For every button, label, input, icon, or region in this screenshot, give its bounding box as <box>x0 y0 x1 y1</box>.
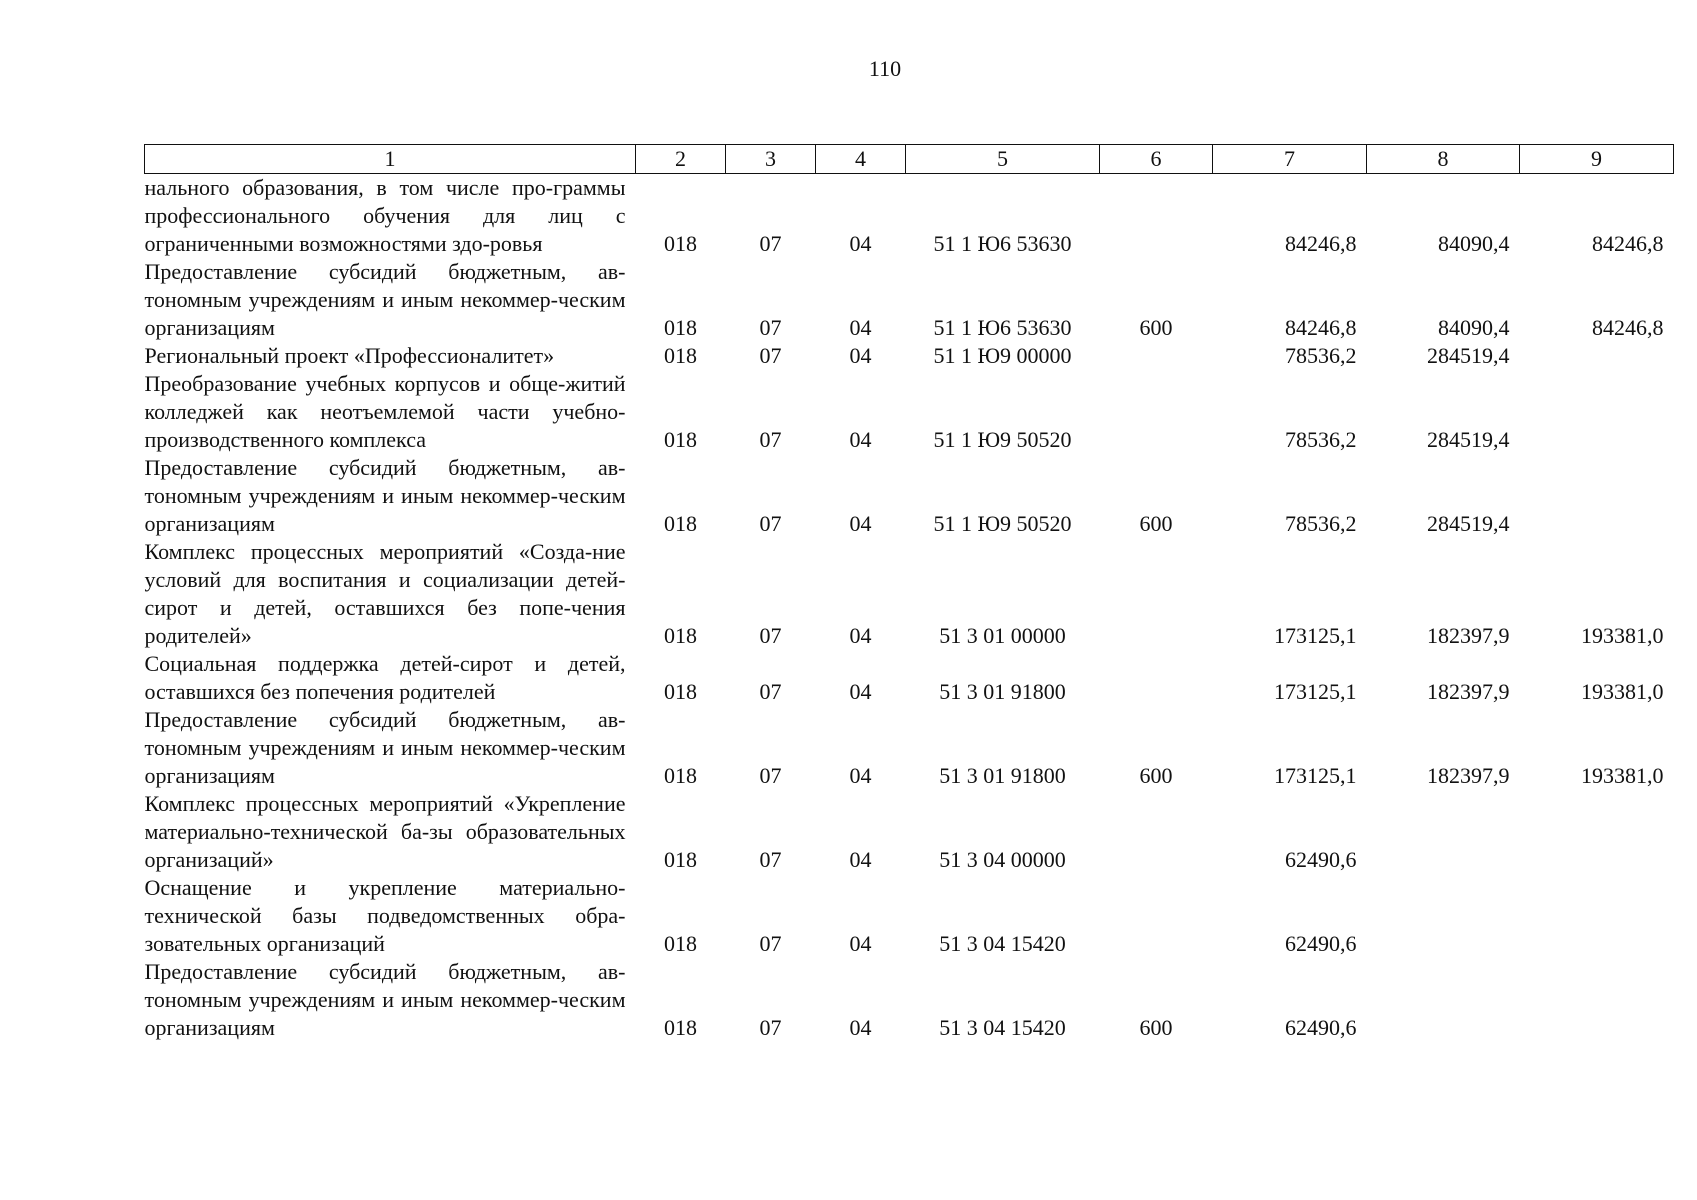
row-name-cell: Региональный проект «Профессионалитет» <box>144 343 555 368</box>
expense-type-cell: 600 <box>1139 511 1173 536</box>
amount-year3-cell <box>1520 370 1674 454</box>
section-code-cell: 07 <box>759 511 782 536</box>
grbs-code-cell: 018 <box>664 343 697 368</box>
section-code-cell: 07 <box>759 931 782 956</box>
expense-type-cell <box>1100 342 1213 370</box>
subsection-code-cell: 04 <box>849 679 872 704</box>
subsection-code-cell: 04 <box>849 1015 872 1040</box>
table-row <box>145 958 1674 1042</box>
section-code-cell: 07 <box>759 1015 782 1040</box>
amount-year3-cell <box>1520 958 1674 1042</box>
grbs-code-cell: 018 <box>664 763 697 788</box>
grbs-code-cell: 018 <box>664 847 697 872</box>
row-name-cell: нального образования, в том числе про-граммы профессионального обучения для лиц с ограниченными возможностями здо-ровья <box>144 175 626 256</box>
amount-year1-cell: 62490,6 <box>1285 847 1357 872</box>
amount-year3-cell: 84246,8 <box>1592 315 1664 340</box>
subsection-code-cell: 04 <box>849 511 872 536</box>
target-article-cell: 51 3 01 91800 <box>939 763 1066 788</box>
section-code-cell: 07 <box>759 679 782 704</box>
row-name-cell: Предоставление субсидий бюджетным, ав-тономным учреждениям и иным некоммер-ческим организациям <box>144 455 626 536</box>
column-header: 5 <box>906 145 1100 174</box>
column-header: 2 <box>636 145 726 174</box>
amount-year1-cell: 78536,2 <box>1285 427 1357 452</box>
section-code-cell: 07 <box>759 231 782 256</box>
grbs-code-cell: 018 <box>664 511 697 536</box>
amount-year2-cell: 284519,4 <box>1427 343 1510 368</box>
amount-year1-cell: 78536,2 <box>1285 343 1357 368</box>
expense-type-cell: 600 <box>1139 315 1173 340</box>
page-number: 110 <box>868 56 902 81</box>
expense-type-cell <box>1100 650 1213 706</box>
section-code-cell: 07 <box>759 623 782 648</box>
amount-year2-cell: 182397,9 <box>1427 623 1510 648</box>
amount-year1-cell: 62490,6 <box>1285 1015 1357 1040</box>
expense-type-cell: 600 <box>1139 1015 1173 1040</box>
amount-year2-cell: 84090,4 <box>1438 231 1510 256</box>
row-name-cell: Предоставление субсидий бюджетным, ав-тономным учреждениям и иным некоммер-ческим организациям <box>144 959 626 1040</box>
amount-year3-cell <box>1520 454 1674 538</box>
grbs-code-cell: 018 <box>664 679 697 704</box>
row-name-cell: Предоставление субсидий бюджетным, ав-тономным учреждениям и иным некоммер-ческим организациям <box>144 259 626 340</box>
table-row <box>145 706 1674 790</box>
column-header: 6 <box>1100 145 1213 174</box>
row-name-cell: Оснащение и укрепление материально-технической базы подведомственных обра-зовательных организаций <box>144 875 626 956</box>
section-code-cell: 07 <box>759 343 782 368</box>
section-code-cell: 07 <box>759 763 782 788</box>
column-numbers-row <box>145 145 1674 174</box>
grbs-code-cell: 018 <box>664 315 697 340</box>
expense-type-cell <box>1100 874 1213 958</box>
subsection-code-cell: 04 <box>849 847 872 872</box>
grbs-code-cell: 018 <box>664 623 697 648</box>
amount-year1-cell: 84246,8 <box>1285 231 1357 256</box>
column-header: 9 <box>1520 145 1674 174</box>
expense-type-cell <box>1100 370 1213 454</box>
subsection-code-cell: 04 <box>849 427 872 452</box>
amount-year1-cell: 78536,2 <box>1285 511 1357 536</box>
target-article-cell: 51 1 Ю6 53630 <box>933 315 1072 340</box>
column-header: 7 <box>1213 145 1367 174</box>
amount-year2-cell: 284519,4 <box>1427 427 1510 452</box>
expense-type-cell <box>1100 174 1213 259</box>
amount-year1-cell: 173125,1 <box>1274 623 1357 648</box>
table-row <box>145 174 1674 259</box>
subsection-code-cell: 04 <box>849 931 872 956</box>
grbs-code-cell: 018 <box>664 231 697 256</box>
section-code-cell: 07 <box>759 315 782 340</box>
row-name-cell: Комплекс процессных мероприятий «Созда-ние условий для воспитания и социализации детей-сирот и детей, оставшихся без попе-чения родителей» <box>144 539 626 648</box>
row-name-cell: Преобразование учебных корпусов и обще-житий колледжей как неотъемлемой части учебно-производственного комплекса <box>144 371 626 452</box>
grbs-code-cell: 018 <box>664 1015 697 1040</box>
column-header: 4 <box>816 145 906 174</box>
amount-year3-cell <box>1520 342 1674 370</box>
amount-year2-cell: 182397,9 <box>1427 763 1510 788</box>
section-code-cell: 07 <box>759 847 782 872</box>
target-article-cell: 51 3 04 15420 <box>939 1015 1066 1040</box>
budget-table <box>144 144 1674 1042</box>
table-row <box>145 342 1674 370</box>
subsection-code-cell: 04 <box>849 623 872 648</box>
grbs-code-cell: 018 <box>664 427 697 452</box>
amount-year2-cell: 84090,4 <box>1438 315 1510 340</box>
amount-year3-cell: 193381,0 <box>1581 623 1664 648</box>
grbs-code-cell: 018 <box>664 931 697 956</box>
expense-type-cell: 600 <box>1139 763 1173 788</box>
target-article-cell: 51 3 04 15420 <box>939 931 1066 956</box>
row-name-cell: Комплекс процессных мероприятий «Укрепление материально-технической ба-зы образовательных организаций» <box>144 791 626 872</box>
amount-year2-cell <box>1367 958 1520 1042</box>
amount-year2-cell <box>1367 874 1520 958</box>
amount-year3-cell <box>1520 874 1674 958</box>
amount-year2-cell: 182397,9 <box>1427 679 1510 704</box>
table-header <box>145 145 1674 174</box>
target-article-cell: 51 1 Ю9 50520 <box>933 427 1072 452</box>
amount-year1-cell: 173125,1 <box>1274 679 1357 704</box>
expense-type-cell <box>1100 790 1213 874</box>
expense-type-cell <box>1100 538 1213 650</box>
table-row <box>145 370 1674 454</box>
subsection-code-cell: 04 <box>849 763 872 788</box>
subsection-code-cell: 04 <box>849 315 872 340</box>
amount-year1-cell: 84246,8 <box>1285 315 1357 340</box>
table-row <box>145 650 1674 706</box>
table-row <box>145 258 1674 342</box>
amount-year3-cell: 193381,0 <box>1581 763 1664 788</box>
target-article-cell: 51 1 Ю9 50520 <box>933 511 1072 536</box>
column-header: 3 <box>726 145 816 174</box>
subsection-code-cell: 04 <box>849 231 872 256</box>
amount-year3-cell <box>1520 790 1674 874</box>
target-article-cell: 51 3 01 00000 <box>939 623 1066 648</box>
table-row <box>145 454 1674 538</box>
row-name-cell: Социальная поддержка детей-сирот и детей, оставшихся без попечения родителей <box>144 651 626 704</box>
target-article-cell: 51 1 Ю9 00000 <box>933 343 1072 368</box>
column-header: 1 <box>145 145 636 174</box>
section-code-cell: 07 <box>759 427 782 452</box>
row-name-cell: Предоставление субсидий бюджетным, ав-тономным учреждениям и иным некоммер-ческим организациям <box>144 707 626 788</box>
subsection-code-cell: 04 <box>849 343 872 368</box>
amount-year2-cell <box>1367 790 1520 874</box>
table-row <box>145 790 1674 874</box>
column-header: 8 <box>1367 145 1520 174</box>
target-article-cell: 51 1 Ю6 53630 <box>933 231 1072 256</box>
amount-year2-cell: 284519,4 <box>1427 511 1510 536</box>
amount-year3-cell: 84246,8 <box>1592 231 1664 256</box>
target-article-cell: 51 3 04 00000 <box>939 847 1066 872</box>
table-row <box>145 538 1674 650</box>
amount-year1-cell: 173125,1 <box>1274 763 1357 788</box>
table-row <box>145 874 1674 958</box>
table-body <box>145 174 1674 1043</box>
amount-year3-cell: 193381,0 <box>1581 679 1664 704</box>
amount-year1-cell: 62490,6 <box>1285 931 1357 956</box>
target-article-cell: 51 3 01 91800 <box>939 679 1066 704</box>
